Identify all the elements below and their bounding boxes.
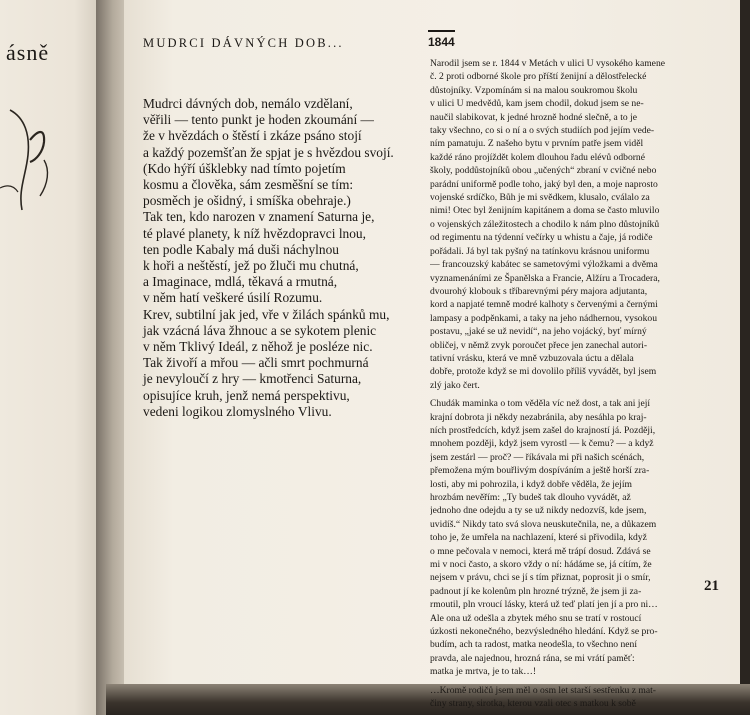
prose-line: nejsem v právu, chci se jí s tím přiznat, poprosit ji o smír, [430,572,651,584]
prose-line: …Kromě rodičů jsem měl o osm let starší sestřenku z mat- [430,684,656,696]
sketch-illustration [0,100,100,220]
prose-line: lampasy a podpěnkami, a taky na jeho nádhernou, vysokou [430,312,657,324]
poem-line: že v hvězdách o štěstí i zkáze psáno stojí [143,128,362,144]
prose-line: dobře, protože když se mi dovolilo příliš vyvádět, byl jsem [430,366,657,378]
prose-line: matka je mrtva, je to tak…! [430,666,537,678]
prose-line: jednoho dne odejdu a ty se už nikdy nedozvíš, kde jsem, [430,505,647,517]
prose-line: toho je, že umřela na nachlazení, které si přivodila, když [430,532,647,544]
prose-line: ních prostředcích, když jsem zašel do krajností já. Později, [430,424,656,436]
prose-line: každé ráno projíždět kolem dlouhou řadu elévů odborné [430,151,645,163]
poem-line: Tak ten, kdo narozen v znamení Saturna je, [143,209,375,225]
prose-line: naučil slabikovat, k jedné hrozně hodné slečně, a to je [430,111,637,123]
prose-line: rmoutil, pln vroucí lásky, která už teď platí jen jí a pro ni… [430,599,658,611]
poem-line: (Kdo hýří úšklebky nad tímto pojetím [143,160,346,176]
prose-line: v ulici U medvědů, kam jsem chodil, dokud jsem se ne- [430,98,644,110]
prose-line: tativní vrásku, která ve mně vzbuzovala úctu a dělala [430,352,634,364]
prose-line: dvourohý klobouk s tříbarevnými péry majora adjutanta, [430,285,648,297]
poem-line: Krev, subtilní jak jed, vře v žilách spánků mu, [143,306,390,322]
prose-line: taky všechno, co si o ní a o svých studiích pod jejím vede- [430,125,655,137]
prose-text [430,57,724,711]
year-marker: 1844 [428,30,455,49]
prose-line: úzkosti nekonečného, bezvýsledného hledání. Když se pro- [430,626,658,638]
prose-line: mi v noci často, a skoro vždy o ní: hádáme se, já cítím, že [430,559,652,571]
prose-line: o vojenských záležitostech a chodilo k nám plno důstojníků [430,218,660,230]
poem-line: jak vzácná láva žhnouc a se sykotem plenic [143,322,377,338]
poem-line: v něm Tklivý Ideál, z něhož je posléze nic. [143,339,373,355]
prose-line: uvidíš.“ Nikdy tato svá slova neuskutečnila, ne, a důkazem [430,518,657,530]
prose-line: postavu, „jaké se už nevidí“, na jeho vojácký, byť mírný [430,326,647,338]
poem-line: a Imaginace, mdlá, těkavá a rmutná, [143,274,338,290]
left-page-text-fragment: ásně [6,40,50,65]
prose-line: zlý jako čert. [430,379,480,391]
poem-line: vedeni logikou zlomyslného Vlivu. [143,403,332,419]
left-page [0,0,106,715]
prose-line: nimi! Otec byl ženijním kapitánem a doma se často mluvilo [430,205,660,217]
prose-line: pořádali. Já byl tak pyšný na tatínkovu krásnou uniformu [430,245,650,257]
poem-line: ten podle Kabaly má duši náchylnou [143,241,339,257]
running-head: MUDRCI DÁVNÝCH DOB... [143,36,344,50]
prose-line: přemožena mým bouřlivým dospíváním a ještě horší zra- [430,465,650,477]
poem-line: Tak živoří a mřou — ačli smrt pochmurná [143,355,369,371]
prose-line: krajní dobrota ji někdy nezabránila, aby nesáhla po kraj- [430,411,647,423]
prose-line: vyznamenáními ze Španělska a Francie, Alžíru a Trocadera, [430,272,660,284]
poem-line: té plavé planety, k níž hvězdopravci lnou, [143,225,366,241]
poem-line: Mudrci dávných dob, nemálo vzdělaní, [143,96,353,111]
prose-line: Narodil jsem se r. 1844 v Metách v ulici U vysokého kamene [430,58,665,69]
prose-line: činy strany, sirotka, kterou vzali otec s matkou k sobě [430,698,636,710]
prose-line: vojenské srdíčko, Bůh je mi svědkem, klusalo, cválalo za [430,192,650,204]
poem-line: v něm hatí veškeré úsilí Rozumu. [143,290,323,306]
poem-line: a každý pozemšťan že spjat je s hvězdou svojí. [143,144,394,160]
poem-line: kosmu a člověka, sám zesměšní se tím: [143,177,354,193]
prose-line: Ale ona už odešla a zbytek mého snu se tratí v rostoucí [430,612,642,624]
prose-line: padnout jí ke kolenům pln hrozné trýzně, že jsem ji za- [430,585,642,597]
prose-line: — francouzský kabátec se sametovými výložkami a dvěma [430,259,658,271]
prose-line: pravda, ale najednou, hrozná rána, se mi vrátí paměť: [430,652,635,664]
prose-line: školy, poddůstojníků obou „učených“ zbraní v cvičné nebo [430,165,657,177]
prose-line: obličej, v němž zvyk poroučet přece jen zanechal autori- [430,339,648,351]
poem-line: je nevyloučí z hry — kmotřenci Saturna, [143,371,362,387]
prose-line: důstojníky. Vzpomínám si na malou soukromou školu [430,84,638,96]
prose-line: mnohem později, když jsem vyrostl — k čemu? — a když [430,438,654,450]
poem-line: věřili — tento punkt je hoden zkoumání — [143,112,374,128]
page-number: 21 [704,578,719,594]
prose-line: budím, ach ta radost, matka neodešla, to všechno není [430,639,638,651]
prose-line: o mne pečovala v nemoci, která mě trápí dosud. Zdává se [430,545,651,557]
prose-line: jsem zestárl — proč? — říkávala mi při našich scénách, [430,451,645,463]
prose-line: losti, aby mi pohrozila, i když dobře věděla, že jejím [430,478,632,490]
poem-line: posměch je ošidný, i smíška obehraje.) [143,193,351,209]
prose-line: č. 2 proti odborné škole pro příští ženijní a dělostřelecké [430,71,647,83]
prose-line: ním pamatuju. Z našeho bytu v prvním patře jsem viděl [430,138,644,150]
prose-line: hrozbám nevěřím: „Ty budeš tak dlouho vyvádět, až [430,492,631,503]
poem-line: k hoři a neštěstí, jež po žluči mu chutná, [143,258,359,274]
prose-line: kord a napjaté temně modré kalhoty s červenými a černými [430,299,658,311]
prose-line: parádní uniformě podle toho, jaký byl den, a moje naprosto [430,178,658,190]
prose-line: Chudák maminka o tom věděla víc než dost, a tak ani její [430,398,651,410]
poem-line: opisujíce kruh, jenž nemá perspektivu, [143,387,350,403]
poem [143,96,394,420]
prose-line: od regimentu na týdenní večírky u whistu a čaje, já rodiče [430,232,653,244]
